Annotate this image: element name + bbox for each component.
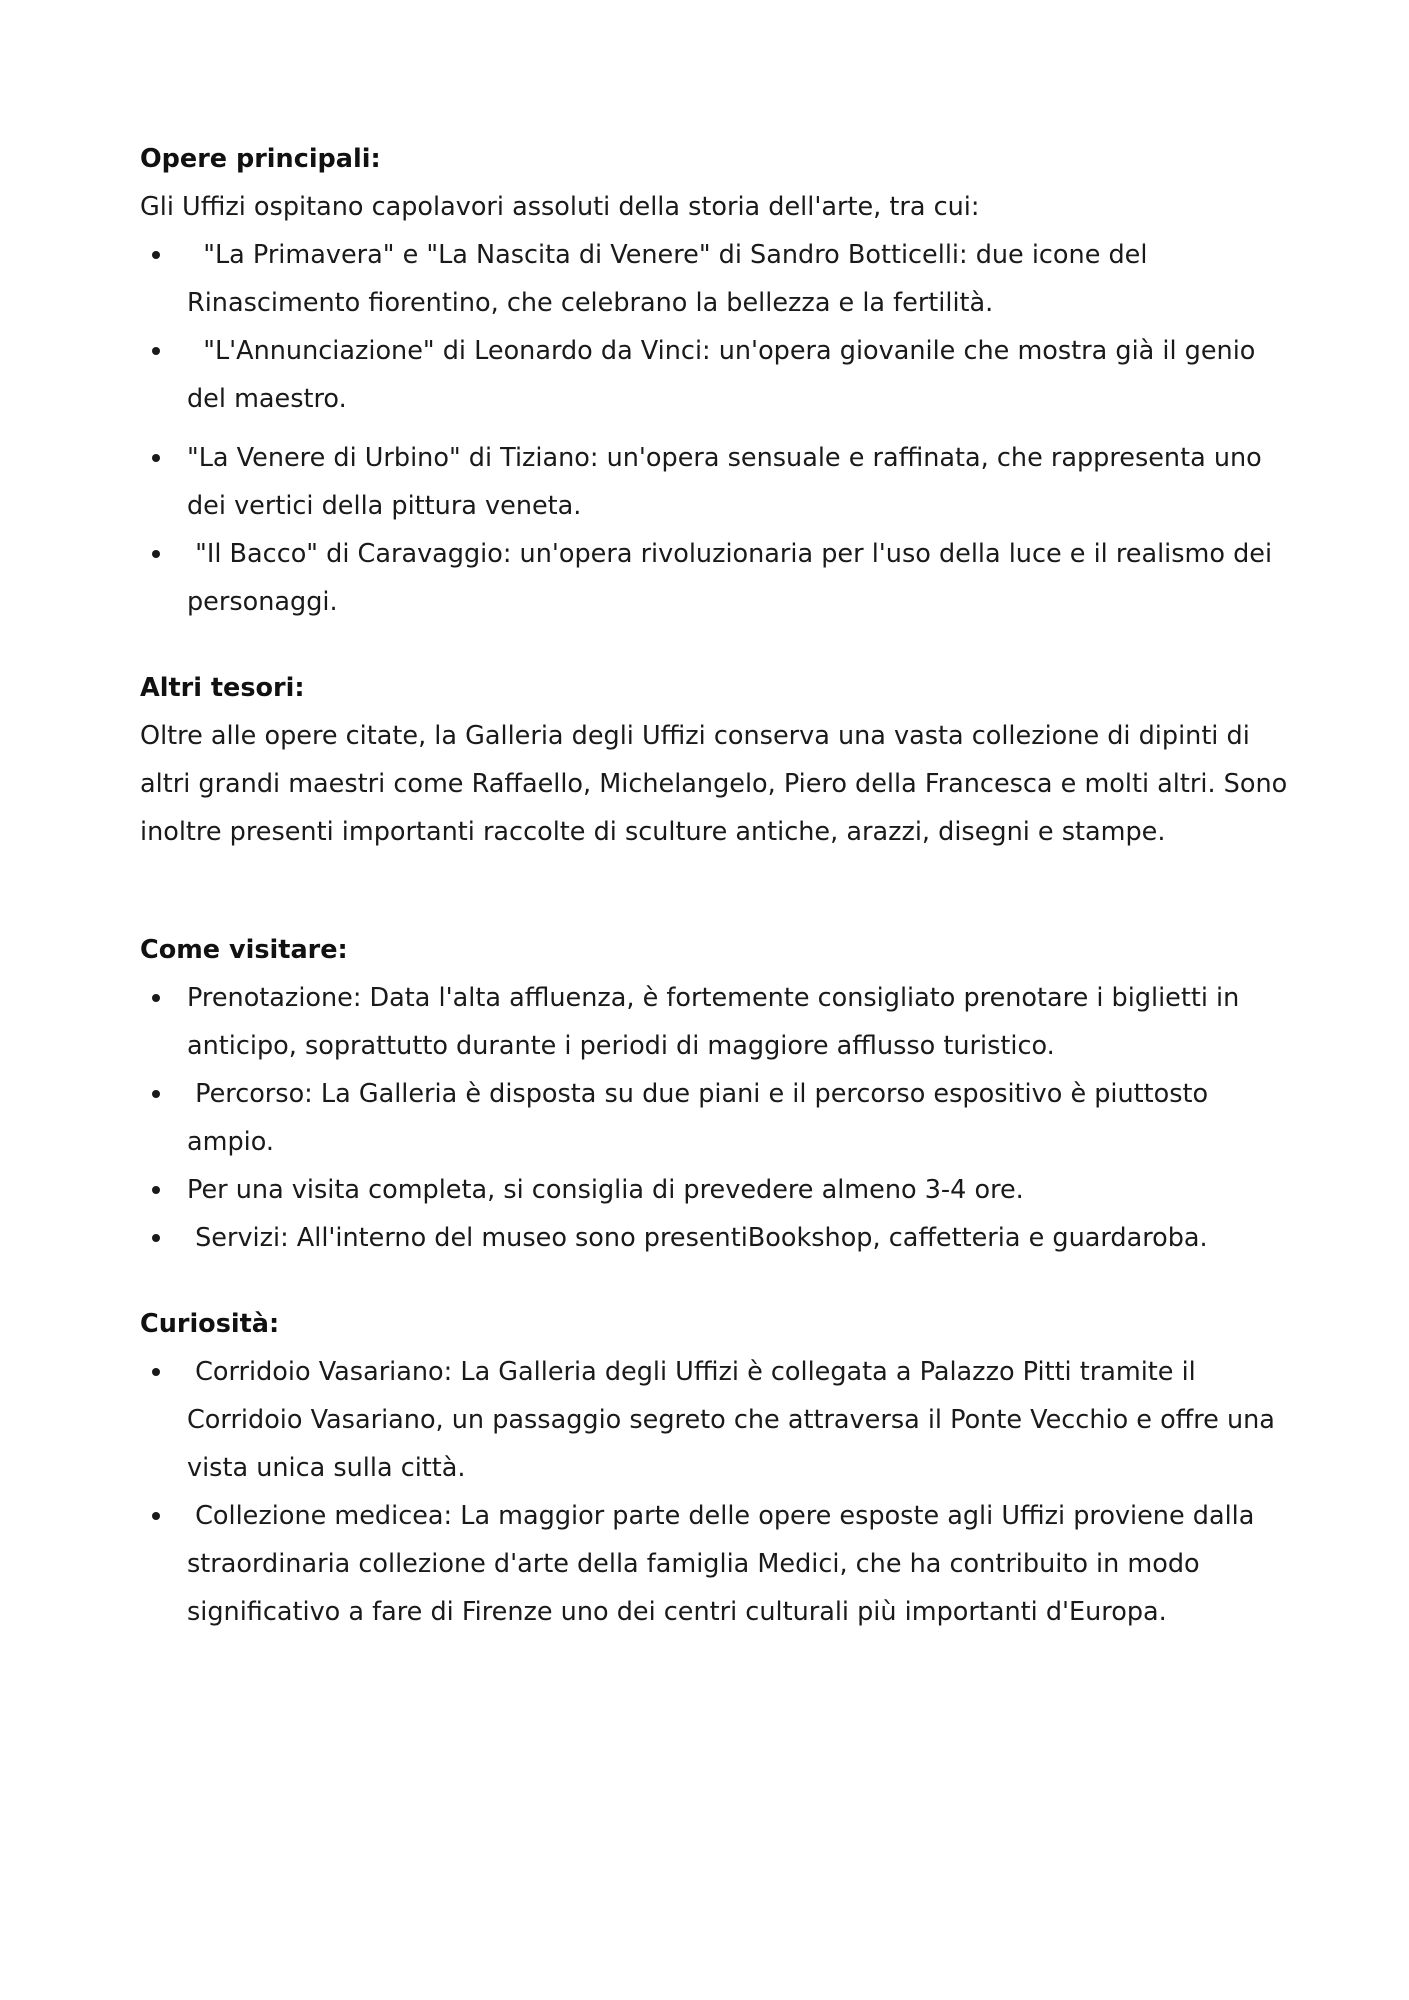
document-content <box>140 135 1290 1636</box>
spacer <box>140 856 1290 926</box>
bullet-icon <box>152 1512 160 1520</box>
section-come-visitare <box>140 926 1290 1262</box>
list-item <box>140 434 1290 530</box>
list-curiosita <box>140 1348 1290 1636</box>
section-curiosita <box>140 1300 1290 1636</box>
section-intro-opere: Gli Uffizi ospitano capolavori assoluti della storia dell'arte, tra cui: <box>140 192 980 222</box>
bullet-icon <box>152 347 160 355</box>
list-item <box>140 974 1290 1070</box>
bullet-icon <box>152 454 160 462</box>
list-item <box>140 1166 1290 1214</box>
bullet-icon <box>152 1186 160 1194</box>
section-title-tesori: Altri tesori: <box>140 673 305 703</box>
list-item-text: Corridoio Vasariano: La Galleria degli Uffizi è collegata a Palazzo Pitti tramite il Corridoio Vasariano, un passaggio segreto che attraversa il Ponte Vecchio e offre una vista unica sulla città. <box>187 1357 1284 1483</box>
list-item-text: Per una visita completa, si consiglia di prevedere almeno 3-4 ore. <box>187 1175 1024 1205</box>
list-item <box>140 1070 1290 1166</box>
list-item <box>140 231 1290 327</box>
section-altri-tesori <box>140 664 1290 856</box>
list-item <box>140 327 1290 423</box>
section-title-opere: Opere principali: <box>140 144 381 174</box>
list-item-text: "La Primavera" e "La Nascita di Venere" di Sandro Botticelli: due icone del Rinascimento fiorentino, che celebrano la bellezza e la fertilità. <box>187 240 1156 318</box>
spacer <box>140 626 1290 664</box>
list-visitare <box>140 974 1290 1262</box>
list-item-text: "Il Bacco" di Caravaggio: un'opera rivoluzionaria per l'uso della luce e il realismo dei personaggi. <box>187 539 1281 617</box>
bullet-icon <box>152 1368 160 1376</box>
list-opere <box>140 231 1290 626</box>
list-item-text: Prenotazione: Data l'alta affluenza, è fortemente consigliato prenotare i biglietti in anticipo, soprattutto durante i periodi di maggiore afflusso turistico. <box>187 983 1248 1061</box>
list-item-text: "L'Annunciazione" di Leonardo da Vinci: un'opera giovanile che mostra già il genio del maestro. <box>187 336 1264 414</box>
list-item-text: "La Venere di Urbino" di Tiziano: un'opera sensuale e raffinata, che rappresenta uno dei vertici della pittura veneta. <box>187 443 1270 521</box>
list-item <box>140 1492 1290 1636</box>
section-text-tesori: Oltre alle opere citate, la Galleria degli Uffizi conserva una vasta collezione di dipinti di altri grandi maestri come Raffaello, Michelangelo, Piero della Francesca e molti altri. Sono inoltre presenti importanti raccolte di sculture antiche, arazzi, disegni e stampe. <box>140 721 1288 847</box>
bullet-icon <box>152 251 160 259</box>
spacer <box>140 1262 1290 1300</box>
bullet-icon <box>152 1234 160 1242</box>
list-item-text: Collezione medicea: La maggior parte delle opere esposte agli Uffizi proviene dalla straordinaria collezione d'arte della famiglia Medici, che ha contribuito in modo significativo a fare di Firenze uno dei centri culturali più importanti d'Europa. <box>187 1501 1263 1627</box>
list-item <box>140 1214 1290 1262</box>
list-item <box>140 1348 1290 1492</box>
section-title-curiosita: Curiosità: <box>140 1309 280 1339</box>
list-item <box>140 530 1290 626</box>
section-title-visitare: Come visitare: <box>140 935 348 965</box>
bullet-icon <box>152 1090 160 1098</box>
list-item-text: Servizi: All'interno del museo sono presentiBookshop, caffetteria e guardaroba. <box>187 1223 1208 1253</box>
bullet-icon <box>152 550 160 558</box>
list-item-text: Percorso: La Galleria è disposta su due piani e il percorso espositivo è piuttosto ampio. <box>187 1079 1217 1157</box>
section-opere-principali <box>140 135 1290 626</box>
bullet-icon <box>152 994 160 1002</box>
